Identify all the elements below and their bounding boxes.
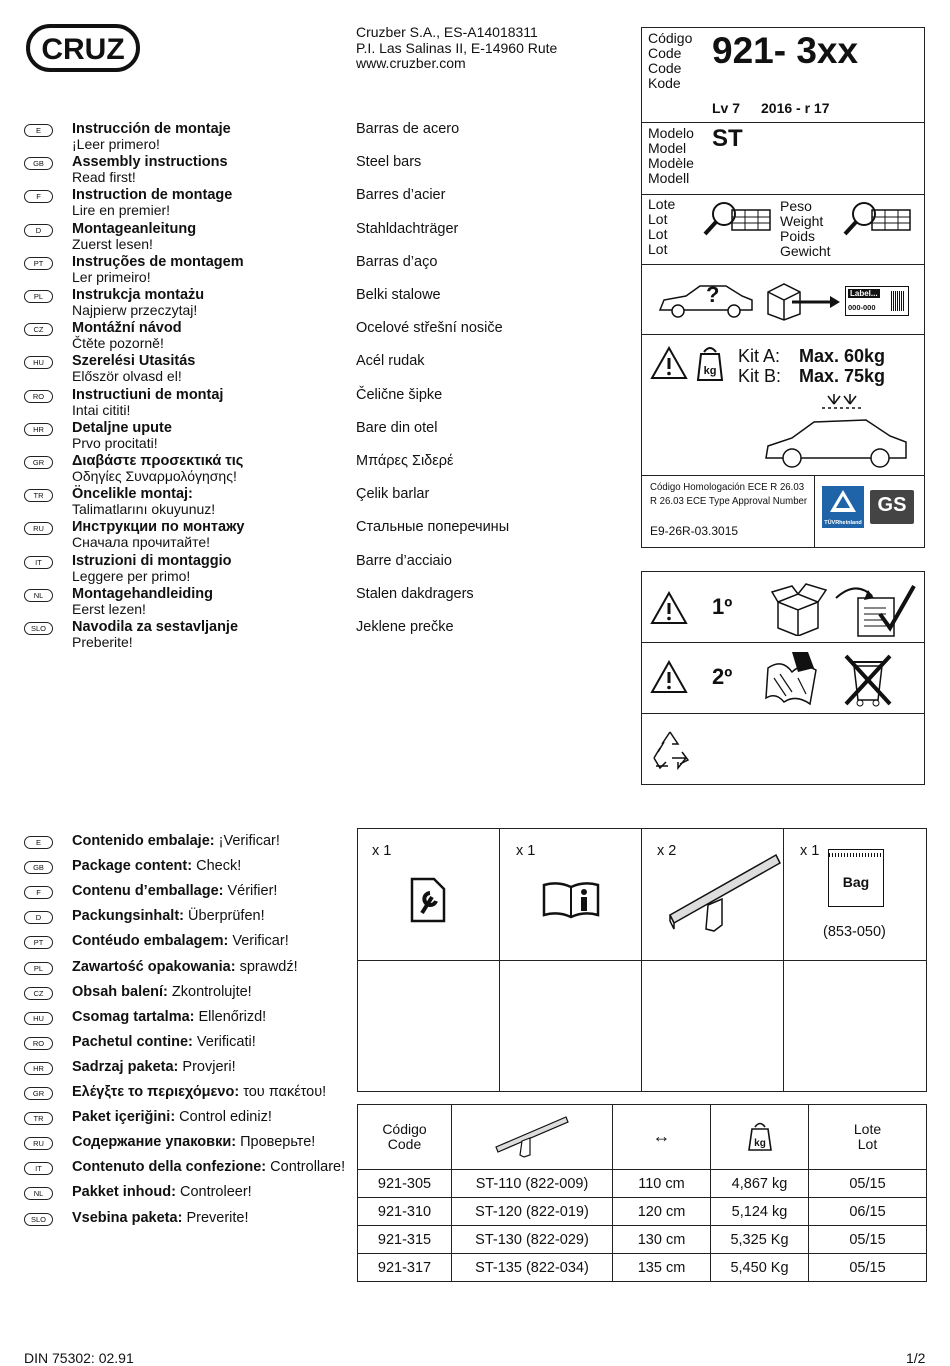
language-subtitle: Talimatlarını okuyunuz! (72, 501, 216, 518)
language-subtitle: Intai cititi! (72, 401, 131, 418)
language-subtitle: ¡Leer primero! (72, 136, 160, 152)
cell-weight: 5,450 Kg (711, 1254, 809, 1282)
language-title: Инструкции по монтажу (72, 519, 245, 536)
language-product-name: Bare din otel (356, 419, 438, 436)
package-content-action: Verificati! (192, 1033, 256, 1050)
language-code-badge: PL (24, 962, 53, 975)
package-content-label: Contenido embalaje: (72, 833, 215, 849)
gs-text: GS (877, 494, 907, 516)
package-content-text (72, 883, 277, 899)
package-content-label: Contéudo embalagem: (72, 933, 229, 950)
company-line-3: www.cruzber.com (356, 55, 466, 71)
language-product-name: Çelik barlar (356, 486, 430, 503)
car-question-icon (656, 280, 756, 320)
language-code-badge: RO (24, 390, 53, 403)
language-title: Instrucción de montaje (72, 121, 231, 137)
language-subtitle: Leggere per primo! (72, 567, 191, 584)
steps-panel (641, 571, 925, 785)
header-product (452, 1105, 613, 1170)
weight-labels (780, 199, 831, 259)
package-content-label: Contenu d’emballage: (72, 883, 224, 900)
lot-labels (648, 197, 675, 257)
level: Lv 7 (712, 100, 741, 116)
language-code-badge: NL (24, 1187, 53, 1200)
kit-values (799, 346, 885, 386)
header-code (358, 1105, 452, 1170)
language-code-badge: D (24, 911, 53, 924)
language-code-badge: GR (24, 1087, 53, 1100)
length-arrow-icon: ↔ (652, 1126, 671, 1146)
language-code-badge: RU (24, 1137, 53, 1150)
cell-length: 110 cm (613, 1170, 711, 1198)
model-value: ST (712, 125, 743, 152)
model-labels (648, 126, 694, 186)
package-content-text (72, 908, 265, 924)
package-content-label: Paket içeriğini: (72, 1109, 176, 1126)
language-product-name: Μπάρες Σιδερέ (356, 453, 454, 469)
package-content-text (72, 933, 289, 949)
cell-weight: 5,325 Kg (711, 1226, 809, 1254)
label-tag: Label... (850, 289, 878, 298)
step-1: 1º (712, 594, 733, 619)
kit-a-value: Max. 60kg (799, 346, 886, 366)
language-code-badge: GR (24, 456, 53, 469)
package-content-text (72, 1034, 256, 1050)
language-subtitle: Ler primeiro! (72, 268, 151, 285)
language-code-badge: GB (24, 861, 53, 874)
package-content-label: Vsebina paketa: (72, 1209, 183, 1226)
language-code-badge: TR (24, 1112, 53, 1125)
weight-label: Poids (780, 228, 816, 244)
cell-code: 921-310 (358, 1198, 452, 1226)
language-title: Διαβάστε προσεκτικά τις (72, 453, 244, 469)
language-subtitle: Сначала прочитайте! (72, 534, 210, 551)
header-length (613, 1105, 711, 1170)
package-content-text (72, 1009, 266, 1025)
weight-label: Weight (780, 213, 824, 229)
language-code-badge: SLO (24, 622, 53, 635)
language-code-badge: HR (24, 423, 53, 436)
label-number: 000-000 (848, 303, 876, 312)
cell-length: 130 cm (613, 1226, 711, 1254)
lot-label: Lot (648, 241, 668, 257)
language-code-badge: PT (24, 936, 53, 949)
open-box-icon (770, 580, 830, 636)
package-content-label: Csomag tartalma: (72, 1008, 195, 1025)
svg-text:?: ? (706, 282, 720, 307)
package-content-label: Obsah balení: (72, 983, 168, 1000)
header-weight (711, 1105, 809, 1170)
kit-b-label: Kit B: (738, 366, 782, 386)
header-lot-label: Lote (853, 1121, 882, 1137)
language-code-badge: HU (24, 356, 53, 369)
code-label: Code (648, 60, 682, 76)
package-content-label: Pakket inhoud: (72, 1184, 176, 1201)
package-content-label: Содержание упаковки: (72, 1134, 237, 1151)
language-product-name: Stalen dakdragers (356, 585, 474, 602)
language-code-badge: RO (24, 1037, 53, 1050)
language-title: Montageanleitung (72, 220, 197, 237)
header-code-label: Código (382, 1121, 427, 1137)
model-label: Model (648, 140, 687, 156)
brand-text: CRUZ (41, 33, 125, 66)
language-product-name: Barras de acero (356, 121, 460, 137)
cell-weight: 4,867 kg (711, 1170, 809, 1198)
company-line-1: Cruzber S.A., ES-A14018311 (356, 24, 538, 40)
language-subtitle: Čtěte pozorně! (72, 335, 164, 352)
code-label: Code (648, 45, 682, 61)
package-content-label: Pachetul contine: (72, 1033, 193, 1050)
language-code-badge: D (24, 224, 53, 237)
box-arrow-icon (764, 278, 844, 322)
package-content-action: Vérifier! (223, 883, 278, 900)
package-content-text (72, 1084, 326, 1100)
package-content-text (72, 1184, 252, 1200)
table-row (358, 1198, 927, 1226)
tuv-logo (822, 486, 864, 528)
homologation-line-2: R 26.03 ECE Type Approval Number (650, 495, 808, 507)
package-content-text (72, 959, 298, 975)
contents-grid (357, 828, 927, 1092)
language-subtitle: Prvo procitati! (72, 434, 158, 451)
language-title: Instructiuni de montaj (72, 386, 224, 403)
language-product-name: Barras d’aço (356, 253, 438, 270)
cell-weight: 5,124 kg (711, 1198, 809, 1226)
language-code-badge: F (24, 190, 53, 203)
language-code-badge: IT (24, 556, 53, 569)
package-content-text (72, 984, 252, 1000)
kg-text: kg (753, 1137, 766, 1149)
language-product-name: Steel bars (356, 154, 422, 171)
package-content-text (72, 1210, 249, 1226)
language-code-badge: CZ (24, 987, 53, 1000)
cell-lot: 05/15 (809, 1226, 927, 1254)
language-product-name: Acél rudak (356, 353, 425, 370)
company-line-2: P.I. Las Salinas II, E-14960 Rute (356, 39, 558, 56)
language-title: Detaljne upute (72, 419, 172, 436)
package-content-action: του πακέτου! (239, 1084, 327, 1100)
table-row (358, 1226, 927, 1254)
language-title: Montážní návod (72, 320, 182, 337)
tuv-triangle-icon (822, 486, 864, 516)
package-content-text (72, 833, 280, 849)
bag-reference: (853-050) (823, 924, 886, 940)
homologation-text (650, 480, 807, 508)
step-2: 2º (712, 664, 733, 689)
warning-icon (650, 591, 688, 625)
revision-date: 2016 - r 17 (761, 100, 830, 116)
table-row (358, 1254, 927, 1282)
language-code-badge: PT (24, 257, 53, 270)
kit-b-value: Max. 75kg (799, 366, 886, 386)
label-sticker (845, 286, 909, 316)
car-roof-load-icon (762, 392, 910, 468)
spec-table (357, 1104, 927, 1282)
language-subtitle: Οδηγίες Συναρμολόγησης! (72, 468, 237, 484)
package-content-label: Packungsinhalt: (72, 908, 184, 925)
cell-model: ST-120 (822-019) (452, 1198, 613, 1226)
norm-reference: DIN 75302: 02.91 (24, 1350, 134, 1366)
language-product-name: Čelične šipke (356, 386, 443, 403)
tuv-text: TÜVRheinland (824, 520, 862, 526)
kg-text: kg (703, 365, 717, 377)
language-subtitle: Preberite! (72, 634, 133, 650)
cell-model: ST-135 (822-034) (452, 1254, 613, 1282)
homologation-line-1: Código Homologación ECE R 26.03 (650, 481, 805, 493)
language-code-badge: HR (24, 1062, 53, 1075)
package-content-action: Ellenőrizd! (194, 1008, 267, 1025)
language-subtitle: Először olvasd el! (72, 368, 182, 385)
recycle-icon (648, 728, 692, 770)
cell-code: 921-315 (358, 1226, 452, 1254)
qty-label: x 1 (372, 843, 392, 859)
language-code-badge: E (24, 124, 53, 137)
lot-label: Lot (648, 226, 668, 242)
language-product-name: Barre d’acciaio (356, 552, 452, 569)
qty-label: x 1 (800, 843, 820, 859)
code-label: Código (648, 30, 693, 46)
language-code-badge: SLO (24, 1213, 53, 1226)
bag-label: Bag (842, 874, 870, 890)
language-subtitle: Eerst lezen! (72, 600, 146, 617)
language-product-name: Jeklene prečke (356, 619, 454, 635)
language-product-name: Barres d’acier (356, 187, 446, 204)
cell-code: 921-305 (358, 1170, 452, 1198)
package-content-label: Sadrzaj paketa: (72, 1058, 179, 1075)
packaging-waste-icon (762, 648, 830, 708)
warning-icon (650, 346, 688, 380)
language-title: Montagehandleiding (72, 585, 213, 602)
qty-label: x 1 (516, 843, 536, 859)
header-lot-label: Lot (857, 1136, 878, 1152)
package-content-action: Zkontrolujte! (167, 983, 252, 1000)
package-content-text (72, 1059, 236, 1075)
language-code-badge: F (24, 886, 53, 899)
kit-a-label: Kit A: (738, 346, 781, 366)
language-title: Instruções de montagem (72, 253, 244, 270)
info-panel (641, 27, 925, 548)
check-list-icon (832, 580, 918, 638)
language-code-badge: PL (24, 290, 53, 303)
language-title: Istruzioni di montaggio (72, 552, 232, 569)
language-code-badge: GB (24, 157, 53, 170)
package-content-action: Control ediniz! (175, 1109, 272, 1126)
no-trash-bin-icon (842, 652, 894, 708)
language-code-badge: E (24, 836, 53, 849)
package-content-action: Controleer! (175, 1184, 252, 1201)
language-subtitle: Zuerst lesen! (72, 235, 153, 252)
company-address (356, 25, 557, 72)
header-lot (809, 1105, 927, 1170)
language-product-name: Stahldachträger (356, 220, 459, 237)
magnifier-label-icon (702, 200, 774, 240)
package-content-action: Controllare! (266, 1159, 346, 1176)
package-content-text (72, 1159, 345, 1175)
package-content-label: Package content: (72, 858, 193, 875)
language-code-badge: TR (24, 489, 53, 502)
lot-label: Lote (648, 196, 676, 212)
package-content-action: Provjeri! (178, 1058, 236, 1075)
package-content-action: Verificar! (228, 933, 289, 950)
language-title: Öncelikle montaj: (72, 486, 193, 503)
cell-lot: 05/15 (809, 1170, 927, 1198)
package-content-text (72, 858, 241, 874)
table-row (358, 1170, 927, 1198)
warning-icon (650, 660, 688, 694)
bag-icon (828, 849, 884, 907)
language-code-badge: HU (24, 1012, 53, 1025)
lot-label: Lot (648, 211, 668, 227)
language-title: Instrukcja montażu (72, 287, 205, 303)
roof-bar-icon (492, 1111, 572, 1161)
language-title: Szerelési Utasitás (72, 353, 196, 370)
manual-book-icon (540, 879, 602, 919)
cell-model: ST-110 (822-009) (452, 1170, 613, 1198)
package-content-label: Zawartość opakowania: (72, 958, 236, 975)
cell-lot: 06/15 (809, 1198, 927, 1226)
language-product-name: Ocelové střešní nosiče (356, 320, 503, 337)
package-content-action: Check! (192, 858, 242, 875)
wrench-document-icon (408, 873, 448, 925)
language-title: Assembly instructions (72, 154, 228, 171)
language-code-badge: NL (24, 589, 53, 602)
model-label: Modell (648, 170, 690, 186)
weight-kg-icon (696, 344, 724, 382)
homologation-number: E9-26R-03.3015 (650, 524, 739, 538)
model-label: Modèle (648, 155, 694, 171)
weight-label: Gewicht (780, 243, 831, 259)
weight-label: Peso (780, 198, 812, 214)
package-content-action: Preverite! (182, 1209, 249, 1226)
header-code-label: Code (387, 1136, 422, 1152)
code-labels (648, 31, 692, 91)
package-content-action: ¡Verificar! (214, 833, 280, 849)
package-content-label: Ελέγξτε το περιεχόμενο: (72, 1084, 240, 1100)
language-subtitle: Najpierw przeczytaj! (72, 302, 198, 318)
page-number: 1/2 (906, 1350, 926, 1366)
product-code: 921- 3xx (712, 30, 859, 71)
language-code-badge: IT (24, 1162, 53, 1175)
cell-length: 135 cm (613, 1254, 711, 1282)
language-code-badge: CZ (24, 323, 53, 336)
weight-kg-icon (747, 1120, 773, 1152)
cell-model: ST-130 (822-029) (452, 1226, 613, 1254)
language-product-name: Стальные поперечины (356, 519, 510, 536)
language-title: Instruction de montage (72, 187, 233, 204)
code-label: Kode (648, 75, 681, 91)
language-title: Navodila za sestavljanje (72, 619, 239, 635)
package-content-text (72, 1109, 272, 1125)
cell-length: 120 cm (613, 1198, 711, 1226)
language-subtitle: Lire en premier! (72, 202, 171, 219)
package-content-action: Überprüfen! (184, 908, 265, 925)
magnifier-label-icon (842, 200, 914, 240)
cell-code: 921-317 (358, 1254, 452, 1282)
package-content-action: sprawdź! (235, 958, 298, 975)
barcode-icon (891, 291, 905, 311)
qty-label: x 2 (657, 843, 677, 859)
package-content-text (72, 1134, 315, 1150)
language-subtitle: Read first! (72, 169, 136, 186)
language-code-badge: RU (24, 522, 53, 535)
package-content-action: Проверьте! (236, 1134, 316, 1151)
model-label: Modelo (648, 125, 694, 141)
cruz-logo (26, 24, 140, 72)
roof-bar-icon (664, 849, 786, 941)
gs-logo (870, 490, 914, 524)
package-content-label: Contenuto della confezione: (72, 1159, 267, 1176)
kit-labels (738, 346, 781, 386)
language-product-name: Belki stalowe (356, 287, 441, 303)
cell-lot: 05/15 (809, 1254, 927, 1282)
